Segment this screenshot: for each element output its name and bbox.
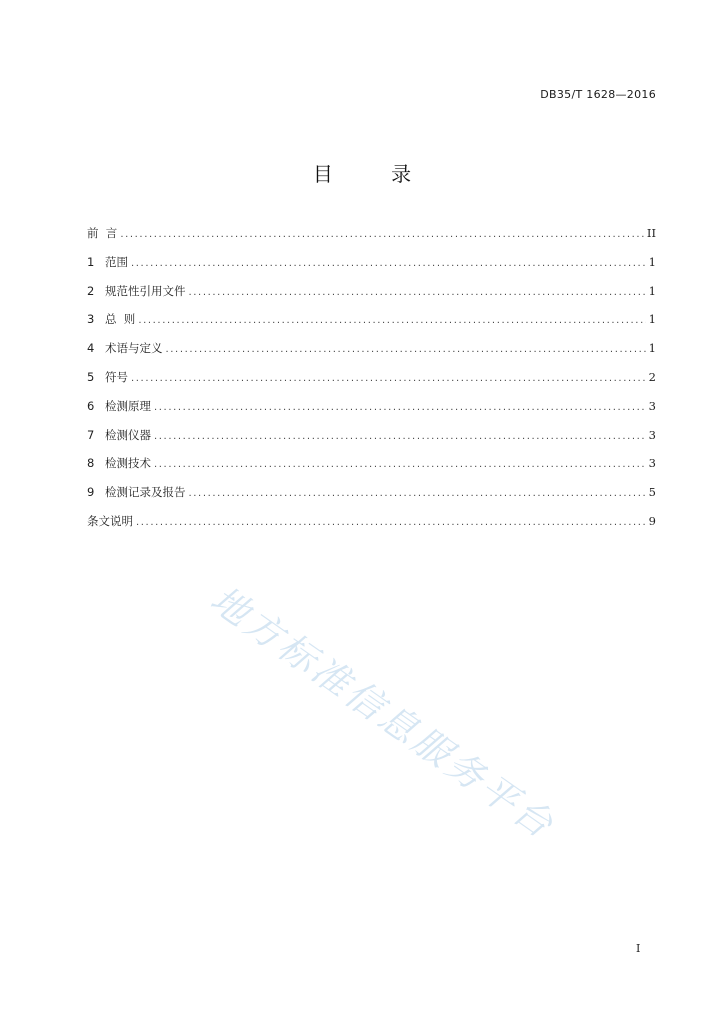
toc-dot-leader bbox=[154, 459, 646, 470]
toc-dot-leader bbox=[189, 488, 646, 499]
toc-entry-records-report[interactable] bbox=[87, 484, 656, 513]
toc-entry-label: 检测原理 bbox=[105, 398, 151, 413]
toc-entry-page: 3 bbox=[648, 398, 656, 413]
page-number: I bbox=[636, 942, 641, 955]
toc-entry-normative-references[interactable] bbox=[87, 283, 656, 312]
document-code: DB35/T 1628—2016 bbox=[540, 88, 656, 101]
watermark-text: 地方标准信息服务平台 bbox=[202, 577, 564, 849]
toc-entry-label: 规范性引用文件 bbox=[105, 283, 186, 298]
toc-entry-scope[interactable] bbox=[87, 254, 656, 283]
toc-entry-number: 1 bbox=[87, 254, 95, 269]
toc-title: 目 录 bbox=[312, 162, 438, 186]
toc-dot-leader bbox=[138, 315, 645, 326]
toc-entry-symbols[interactable] bbox=[87, 369, 656, 398]
toc-entry-number: 5 bbox=[87, 369, 95, 384]
toc-dot-leader bbox=[154, 431, 646, 442]
toc-entry-label: 前 言 bbox=[87, 226, 118, 240]
toc-dot-leader bbox=[131, 373, 646, 384]
toc-entry-detection-principle[interactable] bbox=[87, 398, 656, 427]
toc-entry-number: 7 bbox=[87, 427, 95, 442]
toc-entry-page: 1 bbox=[648, 312, 656, 327]
toc-entry-page: 1 bbox=[648, 341, 656, 356]
table-of-contents bbox=[87, 225, 656, 542]
toc-entry-page: 1 bbox=[648, 254, 656, 269]
toc-entry-explanation[interactable] bbox=[87, 513, 656, 542]
toc-entry-label: 检测仪器 bbox=[105, 427, 151, 442]
toc-dot-leader bbox=[166, 344, 646, 355]
toc-entry-number: 2 bbox=[87, 283, 95, 298]
toc-entry-detection-instruments[interactable] bbox=[87, 427, 656, 456]
toc-dot-leader bbox=[131, 258, 646, 269]
toc-entry-label: 条文说明 bbox=[87, 513, 133, 528]
toc-entry-page: 1 bbox=[648, 283, 656, 298]
toc-entry-label: 范围 bbox=[105, 254, 128, 269]
toc-entry-general[interactable] bbox=[87, 311, 656, 340]
toc-entry-number: 3 bbox=[87, 312, 95, 327]
toc-entry-number: 4 bbox=[87, 341, 95, 356]
toc-entry-terms-definitions[interactable] bbox=[87, 340, 656, 369]
toc-entry-page: 9 bbox=[648, 513, 656, 528]
toc-dot-leader bbox=[136, 517, 646, 528]
toc-entry-number: 8 bbox=[87, 456, 95, 471]
toc-entry-detection-technique[interactable] bbox=[87, 455, 656, 484]
toc-entry-number: 9 bbox=[87, 485, 95, 500]
toc-entry-label: 检测技术 bbox=[105, 456, 151, 471]
toc-entry-page: 5 bbox=[648, 485, 656, 500]
toc-entry-page: II bbox=[646, 226, 656, 240]
toc-entry-label: 符号 bbox=[105, 369, 128, 384]
toc-entry-page: 3 bbox=[648, 427, 656, 442]
toc-entry-number: 6 bbox=[87, 398, 95, 413]
toc-entry-label: 术语与定义 bbox=[105, 341, 163, 356]
toc-entry-page: 3 bbox=[648, 456, 656, 471]
toc-entry-label: 总 则 bbox=[105, 312, 136, 327]
toc-dot-leader bbox=[120, 229, 644, 240]
toc-dot-leader bbox=[154, 402, 646, 413]
toc-dot-leader bbox=[189, 287, 646, 298]
toc-entry-label: 检测记录及报告 bbox=[105, 485, 186, 500]
toc-entry-page: 2 bbox=[648, 369, 656, 384]
toc-entry-foreword[interactable] bbox=[87, 225, 656, 254]
